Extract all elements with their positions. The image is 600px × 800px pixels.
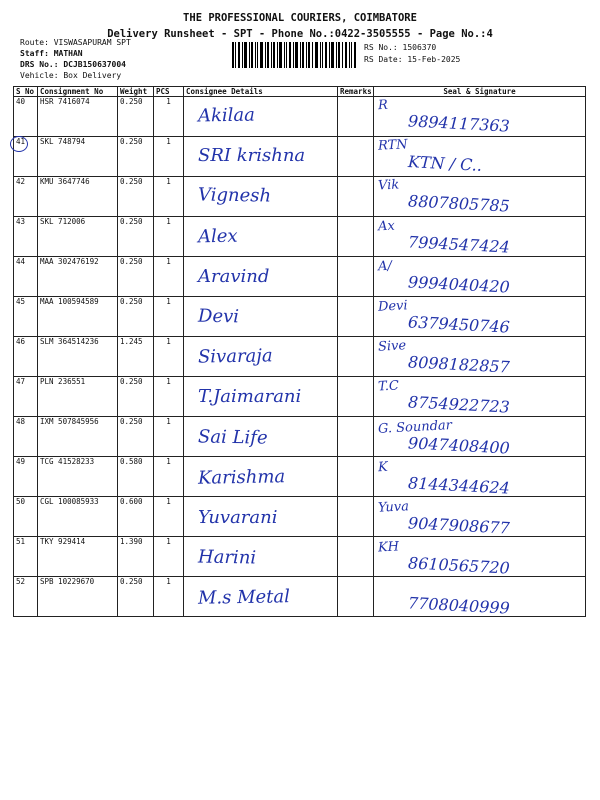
cell-sno: 42 (14, 177, 38, 217)
col-header-pcs: PCS (154, 87, 184, 97)
handwritten-phone-number: 7708040999 (407, 593, 511, 619)
cell-weight: 0.250 (118, 177, 154, 217)
cell-sno: 41 (14, 137, 38, 177)
cell-weight: 0.250 (118, 257, 154, 297)
cell-pcs: 1 (154, 497, 184, 537)
handwritten-phone-number: 8754922723 (407, 392, 511, 418)
cell-weight: 0.250 (118, 377, 154, 417)
handwritten-consignee-name: Akilaa (197, 104, 256, 127)
handwritten-consignee-name: Aravind (198, 265, 270, 287)
cell-sno: 46 (14, 337, 38, 377)
cell-weight: 0.250 (118, 577, 154, 617)
cell-sno: 50 (14, 497, 38, 537)
cell-pcs: 1 (154, 377, 184, 417)
cell-remarks (338, 217, 374, 257)
cell-sno: 45 (14, 297, 38, 337)
handwritten-signature: T.C (377, 378, 400, 395)
col-header-signature: Seal & Signature (374, 87, 586, 97)
cell-remarks (338, 297, 374, 337)
cell-weight: 0.600 (118, 497, 154, 537)
cell-weight: 1.245 (118, 337, 154, 377)
cell-consignment-no: SLM 364514236 (38, 337, 118, 377)
cell-consignment-no: MAA 302476192 (38, 257, 118, 297)
sheet-title: THE PROFESSIONAL COURIERS, COIMBATORE (183, 12, 417, 24)
cell-remarks (338, 537, 374, 577)
cell-sno: 44 (14, 257, 38, 297)
cell-sno: 43 (14, 217, 38, 257)
cell-remarks (338, 177, 374, 217)
cell-pcs: 1 (154, 217, 184, 257)
cell-remarks (338, 337, 374, 377)
handwritten-consignee-name: Vignesh (197, 184, 272, 208)
handwritten-phone-number: 9047908677 (407, 513, 511, 538)
handwritten-signature: K (377, 459, 389, 476)
cell-remarks (338, 137, 374, 177)
handwritten-signature: Devi (377, 298, 408, 315)
cell-pcs: 1 (154, 457, 184, 497)
cell-consignment-no: SKL 712006 (38, 217, 118, 257)
staff-label: Staff: MATHAN (20, 49, 83, 58)
cell-weight: 0.580 (118, 457, 154, 497)
handwritten-consignee-name: M.s Metal (197, 586, 291, 610)
handwritten-signature: Sive (377, 338, 407, 355)
cell-consignment-no: MAA 100594589 (38, 297, 118, 337)
cell-consignment-no: HSR 7416074 (38, 97, 118, 137)
cell-consignment-no: TKY 929414 (38, 537, 118, 577)
cell-sno: 49 (14, 457, 38, 497)
cell-pcs: 1 (154, 297, 184, 337)
cell-remarks (338, 417, 374, 457)
handwritten-phone-number: 9994040420 (407, 272, 511, 297)
cell-weight: 0.250 (118, 297, 154, 337)
cell-consignment-no: SKL 748794 (38, 137, 118, 177)
handwritten-phone-number: 9894117363 (407, 111, 511, 136)
barcode-icon (232, 42, 356, 68)
col-header-consignment: Consignment No (38, 87, 118, 97)
sheet-subtitle: Delivery Runsheet - SPT - Phone No.:0422-3505555 - Page No.:4 (107, 28, 493, 40)
handwritten-consignee-name: Alex (197, 225, 238, 247)
cell-pcs: 1 (154, 537, 184, 577)
vehicle-label: Vehicle: Box Delivery (20, 71, 122, 80)
cell-pcs: 1 (154, 177, 184, 217)
handwritten-signature: A/ (377, 258, 393, 275)
cell-consignment-no: PLN 236551 (38, 377, 118, 417)
handwritten-phone-number: 9047408400 (407, 432, 511, 458)
col-header-consignee: Consignee Details (184, 87, 338, 97)
cell-remarks (338, 497, 374, 537)
cell-pcs: 1 (154, 97, 184, 137)
handwritten-consignee-name: Sai Life (197, 425, 268, 449)
handwritten-phone-number: 8144344624 (407, 473, 511, 498)
cell-sno: 47 (14, 377, 38, 417)
cell-weight: 0.250 (118, 137, 154, 177)
cell-pcs: 1 (154, 417, 184, 457)
cell-pcs: 1 (154, 337, 184, 377)
cell-remarks (338, 577, 374, 617)
drs-number: DRS No.: DCJB150637004 (20, 60, 126, 69)
handwritten-phone-number: 7994547424 (407, 231, 511, 257)
handwritten-signature: Ax (377, 218, 396, 235)
handwritten-phone-number: 8098182857 (407, 352, 511, 377)
handwritten-signature: Yuva (377, 499, 410, 516)
handwritten-consignee-name: Harini (197, 546, 257, 569)
handwritten-consignee-name: Yuvarani (198, 507, 278, 528)
cell-weight: 0.250 (118, 97, 154, 137)
col-header-sno: S No (14, 87, 38, 97)
handwritten-consignee-name: SRI krishna (198, 145, 306, 167)
handwritten-signature: G. Soundar (377, 417, 453, 437)
handwritten-phone-number: 6379450746 (407, 312, 511, 337)
cell-sno: 51 (14, 537, 38, 577)
handwritten-phone-number: 8610565720 (407, 553, 511, 578)
cell-pcs: 1 (154, 137, 184, 177)
cell-consignment-no: KMU 3647746 (38, 177, 118, 217)
cell-sno: 48 (14, 417, 38, 457)
row-41-circle-mark (10, 136, 28, 152)
cell-weight: 1.390 (118, 537, 154, 577)
cell-remarks (338, 257, 374, 297)
handwritten-consignee-name: Sivaraja (197, 345, 273, 368)
cell-weight: 0.250 (118, 417, 154, 457)
cell-consignment-no: IXM 507845956 (38, 417, 118, 457)
cell-consignment-no: SPB 10229670 (38, 577, 118, 617)
cell-weight: 0.250 (118, 217, 154, 257)
handwritten-consignee-name: T.Jaimarani (198, 386, 302, 408)
col-header-weight: Weight (118, 87, 154, 97)
cell-pcs: 1 (154, 257, 184, 297)
cell-consignment-no: CGL 100085933 (38, 497, 118, 537)
cell-remarks (338, 97, 374, 137)
handwritten-signature: Vik (377, 177, 400, 194)
cell-remarks (338, 377, 374, 417)
col-header-remarks: Remarks (338, 87, 374, 97)
route-label: Route: VISWASAPURAM SPT (20, 38, 131, 47)
handwritten-phone-number: 8807805785 (407, 191, 511, 217)
table-header-row (14, 87, 586, 97)
cell-sno: 52 (14, 577, 38, 617)
cell-remarks (338, 457, 374, 497)
handwritten-signature: KH (377, 539, 400, 556)
cell-pcs: 1 (154, 577, 184, 617)
cell-consignment-no: TCG 41528233 (38, 457, 118, 497)
handwritten-consignee-name: Karishma (197, 466, 286, 489)
handwritten-phone-number: KTN / C.. (407, 152, 483, 176)
rs-number: RS No.: 1506370 (364, 43, 437, 52)
handwritten-consignee-name: Devi (197, 305, 240, 328)
rs-date: RS Date: 15-Feb-2025 (364, 55, 461, 64)
cell-sno: 40 (14, 97, 38, 137)
handwritten-signature: R (377, 97, 389, 114)
handwritten-signature: RTN (377, 137, 408, 154)
